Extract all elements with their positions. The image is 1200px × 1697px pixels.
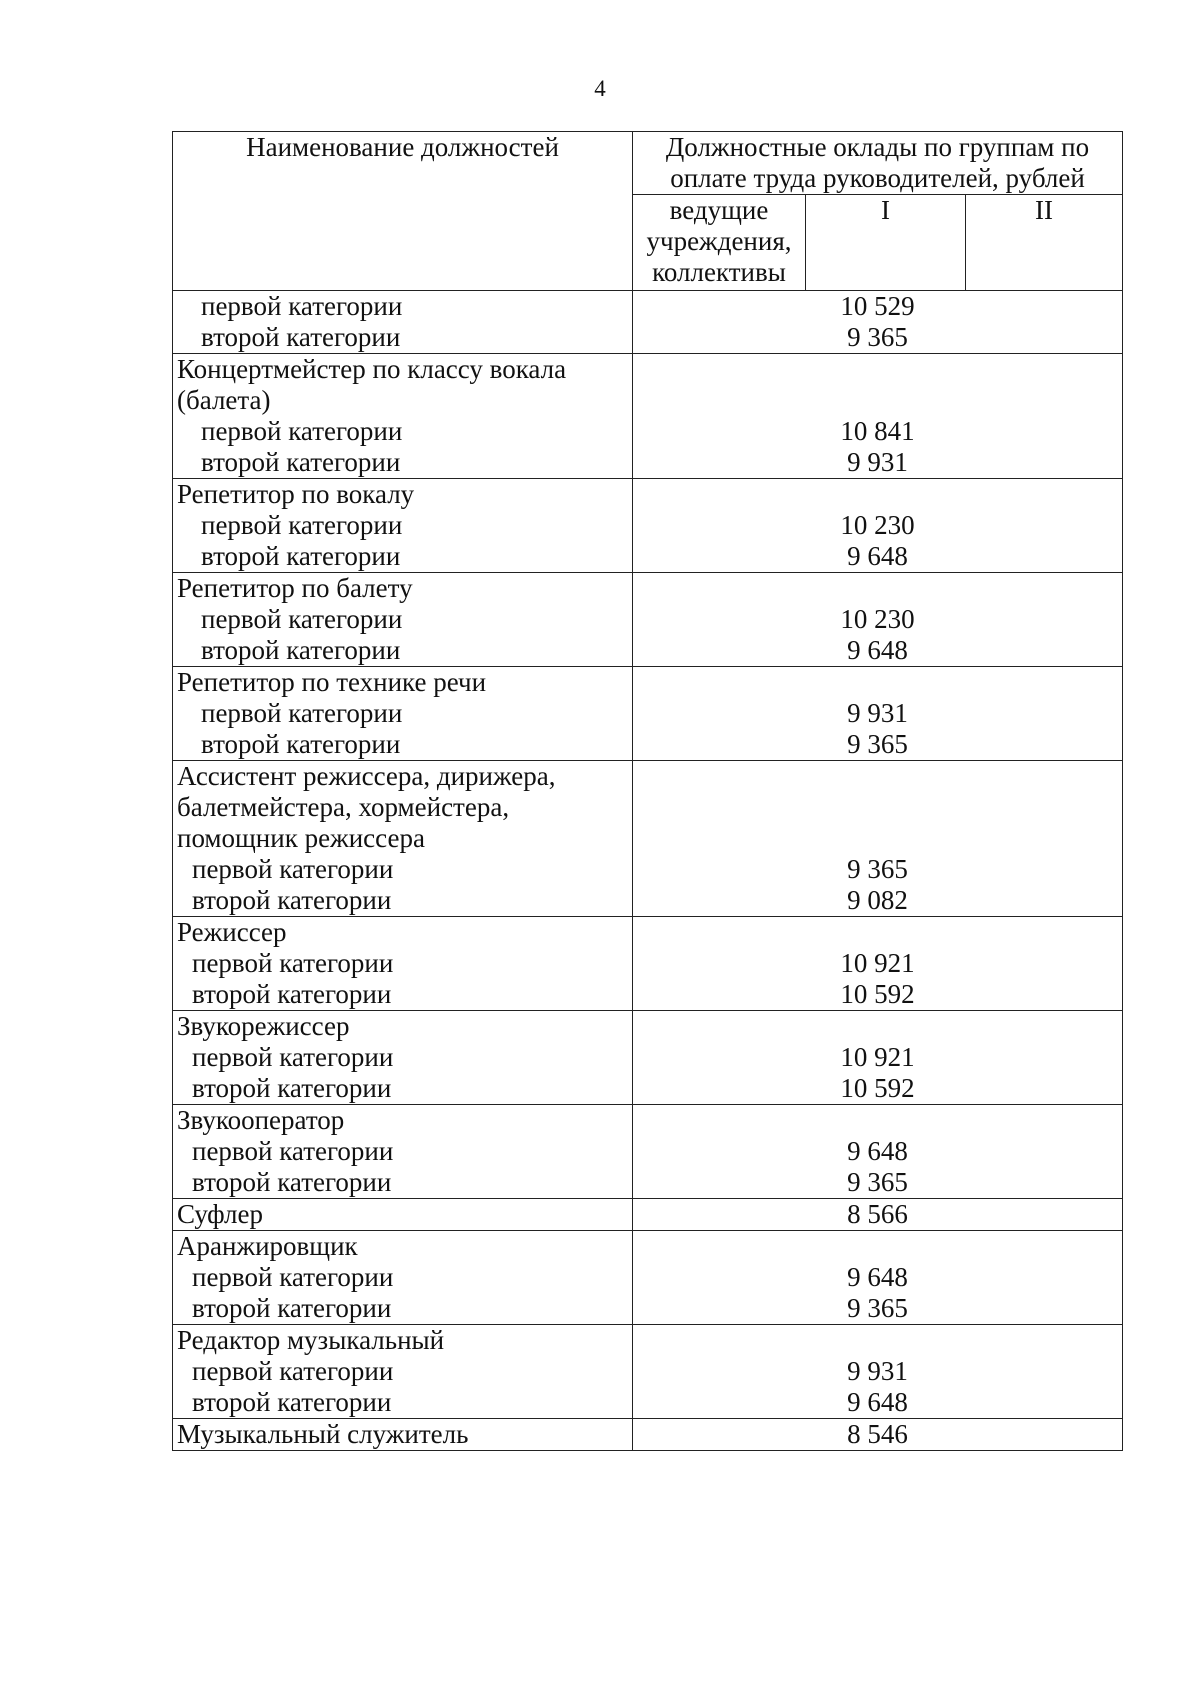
position-name-cell (173, 1199, 633, 1231)
salary-value: 9 648 (847, 635, 908, 665)
salary-value-cell (633, 1011, 1123, 1105)
table-row (173, 1231, 1123, 1325)
position-title-line: Звукооператор (177, 1105, 345, 1135)
value-spacer (637, 917, 1118, 948)
header-col-leading: ведущие учреждения, коллективы (633, 195, 806, 291)
header-position-names: Наименование должностей (173, 132, 633, 291)
salary-value: 10 230 (840, 510, 915, 540)
position-title-line: балетмейстера, хормейстера, (177, 792, 510, 822)
position-title-line: Ассистент режиссера, дирижера, (177, 761, 556, 791)
category-label: второй категории (192, 885, 392, 915)
table-row (173, 354, 1123, 479)
position-title-line: Режиссер (177, 917, 287, 947)
value-spacer (637, 823, 1118, 854)
position-title-line: Репетитор по балету (177, 573, 413, 603)
value-spacer (637, 761, 1118, 792)
salary-value: 10 841 (840, 416, 915, 446)
category-label: первой категории (192, 1136, 394, 1166)
position-title-line: Суфлер (177, 1199, 263, 1229)
value-spacer (637, 1325, 1118, 1356)
salary-value-cell (633, 761, 1123, 917)
table-row (173, 917, 1123, 1011)
table-row (173, 1011, 1123, 1105)
salary-table (172, 131, 1123, 1451)
table-row (173, 1199, 1123, 1231)
position-name-cell (173, 1105, 633, 1199)
salary-value: 9 931 (847, 1356, 908, 1386)
position-title-line: Репетитор по технике речи (177, 667, 487, 697)
salary-value: 9 648 (847, 1136, 908, 1166)
salary-value: 9 365 (847, 1167, 908, 1197)
header-col-ii: II (966, 195, 1123, 291)
category-label: первой категории (192, 1042, 394, 1072)
position-title-line: Концертмейстер по классу вокала (177, 354, 567, 384)
salary-value: 9 648 (847, 1387, 908, 1417)
position-name-cell (173, 1325, 633, 1419)
position-name-cell (173, 1011, 633, 1105)
position-title-line: Репетитор по вокалу (177, 479, 415, 509)
salary-value-cell (633, 1231, 1123, 1325)
category-label: первой категории (192, 1262, 394, 1292)
value-spacer (637, 792, 1118, 823)
position-title-line: Музыкальный служитель (177, 1419, 469, 1449)
salary-value: 10 921 (840, 1042, 915, 1072)
page-number: 4 (594, 76, 606, 101)
table-row (173, 1325, 1123, 1419)
salary-value: 10 529 (840, 291, 915, 321)
position-name-cell (173, 573, 633, 667)
position-name-cell (173, 354, 633, 479)
category-label: второй категории (201, 541, 401, 571)
salary-value-cell (633, 1325, 1123, 1419)
position-title-line: Аранжировщик (177, 1231, 358, 1261)
salary-value: 9 648 (847, 1262, 908, 1292)
salary-value: 9 082 (847, 885, 908, 915)
salary-value: 9 648 (847, 541, 908, 571)
category-label: первой категории (201, 510, 403, 540)
position-name-cell (173, 761, 633, 917)
category-label: первой категории (192, 1356, 394, 1386)
value-spacer (637, 385, 1118, 416)
value-spacer (637, 573, 1118, 604)
salary-value: 9 931 (847, 698, 908, 728)
category-label: второй категории (192, 1167, 392, 1197)
category-label: первой категории (201, 698, 403, 728)
category-label: второй категории (201, 635, 401, 665)
category-label: второй категории (201, 729, 401, 759)
position-title-line: (балета) (177, 385, 271, 415)
header-salaries-group: Должностные оклады по группам по оплате труда руководителей, рублей (633, 132, 1123, 195)
category-label: первой категории (192, 854, 394, 884)
salary-value: 8 566 (847, 1199, 908, 1229)
salary-value-cell (633, 1105, 1123, 1199)
category-label: второй категории (192, 1387, 392, 1417)
category-label: второй категории (201, 447, 401, 477)
position-title-line: Звукорежиссер (177, 1011, 350, 1041)
salary-value-cell (633, 573, 1123, 667)
category-label: второй категории (201, 322, 401, 352)
position-title-line: помощник режиссера (177, 823, 425, 853)
value-spacer (637, 1105, 1118, 1136)
table-row (173, 1105, 1123, 1199)
salary-value-cell (633, 354, 1123, 479)
position-title-line: Редактор музыкальный (177, 1325, 445, 1355)
salary-value-cell (633, 667, 1123, 761)
salary-value: 10 592 (840, 1073, 915, 1103)
table-row (173, 761, 1123, 917)
salary-value: 10 230 (840, 604, 915, 634)
salary-value-cell (633, 917, 1123, 1011)
table-row (173, 479, 1123, 573)
table-row (173, 573, 1123, 667)
table-row (173, 1419, 1123, 1451)
salary-value: 10 592 (840, 979, 915, 1009)
salary-value-cell (633, 1199, 1123, 1231)
salary-value: 9 365 (847, 854, 908, 884)
table-body (173, 291, 1123, 1451)
salary-value: 9 365 (847, 322, 908, 352)
salary-value: 10 921 (840, 948, 915, 978)
salary-value: 8 546 (847, 1419, 908, 1449)
category-label: первой категории (201, 416, 403, 446)
position-name-cell (173, 479, 633, 573)
position-name-cell (173, 917, 633, 1011)
salary-value: 9 931 (847, 447, 908, 477)
category-label: второй категории (192, 1293, 392, 1323)
value-spacer (637, 667, 1118, 698)
category-label: второй категории (192, 979, 392, 1009)
table-row (173, 291, 1123, 354)
table-header (173, 132, 1123, 291)
salary-value-cell (633, 291, 1123, 354)
category-label: второй категории (192, 1073, 392, 1103)
value-spacer (637, 1231, 1118, 1262)
salary-value: 9 365 (847, 1293, 908, 1323)
category-label: первой категории (201, 604, 403, 634)
salary-value-cell (633, 1419, 1123, 1451)
table-row (173, 667, 1123, 761)
salary-value: 9 365 (847, 729, 908, 759)
position-name-cell (173, 291, 633, 354)
value-spacer (637, 1011, 1118, 1042)
value-spacer (637, 479, 1118, 510)
position-name-cell (173, 667, 633, 761)
salary-value-cell (633, 479, 1123, 573)
value-spacer (637, 354, 1118, 385)
category-label: первой категории (192, 948, 394, 978)
category-label: первой категории (201, 291, 403, 321)
position-name-cell (173, 1231, 633, 1325)
position-name-cell (173, 1419, 633, 1451)
header-col-i: I (806, 195, 966, 291)
